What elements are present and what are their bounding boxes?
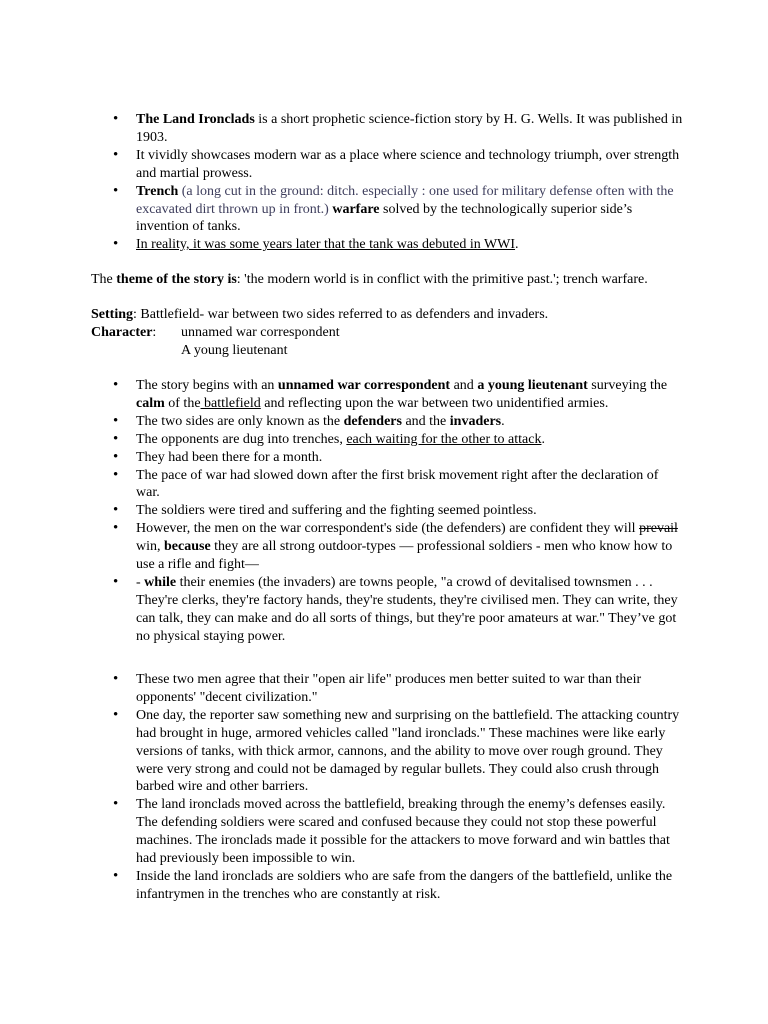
list-item: • The soldiers were tired and suffering and the fighting seemed pointless. <box>136 502 684 520</box>
list-item: • The two sides are only known as the defenders and the invaders. <box>136 413 684 431</box>
list-item: • The pace of war had slowed down after the first brisk movement right after the declaration of war. <box>136 467 684 503</box>
character-value: unnamed war correspondent <box>181 325 340 340</box>
list-item: • The land ironclads moved across the battlefield, breaking through the enemy’s defenses easily. The defending soldiers were scared and confused because they could not stop these powerful machines. The ironclads made it possible for the attackers to move forward and win battles that had previously been impossible to win. <box>136 796 684 868</box>
theme-paragraph: The theme of the story is: 'the modern world is in conflict with the primitive past.'; trench warfare. <box>91 272 648 287</box>
list-item: • The story begins with an unnamed war correspondent and a young lieutenant surveying the calm of the battlefield and reflecting upon the war between two unidentified armies. <box>136 377 684 413</box>
list-item: • One day, the reporter saw something new and surprising on the battlefield. The attacking country had brought in huge, armored vehicles called "land ironclads." These machines were like early versions of tanks, with thick armor, cannons, and the ability to move over rough ground. They were very strong and could not be damaged by regular bullets. They could also crush through barbed wire and other barriers. <box>136 707 684 797</box>
trench-definition: (a long cut in the ground: ditch. especially : one used for military defense often with the excavated dirt thrown up in front.) <box>136 183 674 217</box>
list-item: • In reality, it was some years later that the tank was debuted in WWI. <box>136 236 684 254</box>
list-item: • The Land Ironclads is a short prophetic science-fiction story by H. G. Wells. It was published in 1903. <box>136 111 684 147</box>
intro-bullet-list <box>136 111 684 254</box>
list-item: • Inside the land ironclads are soldiers who are safe from the dangers of the battlefield, unlike the infantrymen in the trenches who are constantly at risk. <box>136 868 684 904</box>
list-item: • However, the men on the war correspondent's side (the defenders) are confident they will prevail win, because they are all strong outdoor-types — professional soldiers - men who know how to use a rifle and fight— <box>136 520 684 574</box>
ironclads-bullet-list <box>136 671 684 904</box>
list-item: • - while their enemies (the invaders) are towns people, "a crowd of devitalised townsmen . . . They're clerks, they're factory hands, they're students, they're civilised men. They can write, they can talk, they can make and do all sorts of things, but they're poor amateurs at war." They’ve got no physical staying power. <box>136 574 684 646</box>
list-item: • Trench (a long cut in the ground: ditch. especially : one used for military defense often with the excavated dirt thrown up in front.) warfare solved by the technologically superior side’s invention of tanks. <box>136 183 684 237</box>
list-item: • It vividly showcases modern war as a place where science and technology triumph, over strength and martial prowess. <box>136 147 684 183</box>
setting-paragraph: Setting: Battlefield- war between two sides referred to as defenders and invaders. <box>91 307 549 322</box>
plot-bullet-list <box>136 377 684 646</box>
struck-word: prevail <box>639 521 678 537</box>
list-item: • These two men agree that their "open air life" produces men better suited to war than their opponents' "decent civilization." <box>136 671 684 707</box>
list-item: • The opponents are dug into trenches, each waiting for the other to attack. <box>136 431 684 449</box>
character-label: Character: <box>91 325 157 340</box>
list-item: • They had been there for a month. <box>136 449 684 467</box>
character-value: A young lieutenant <box>181 343 288 358</box>
